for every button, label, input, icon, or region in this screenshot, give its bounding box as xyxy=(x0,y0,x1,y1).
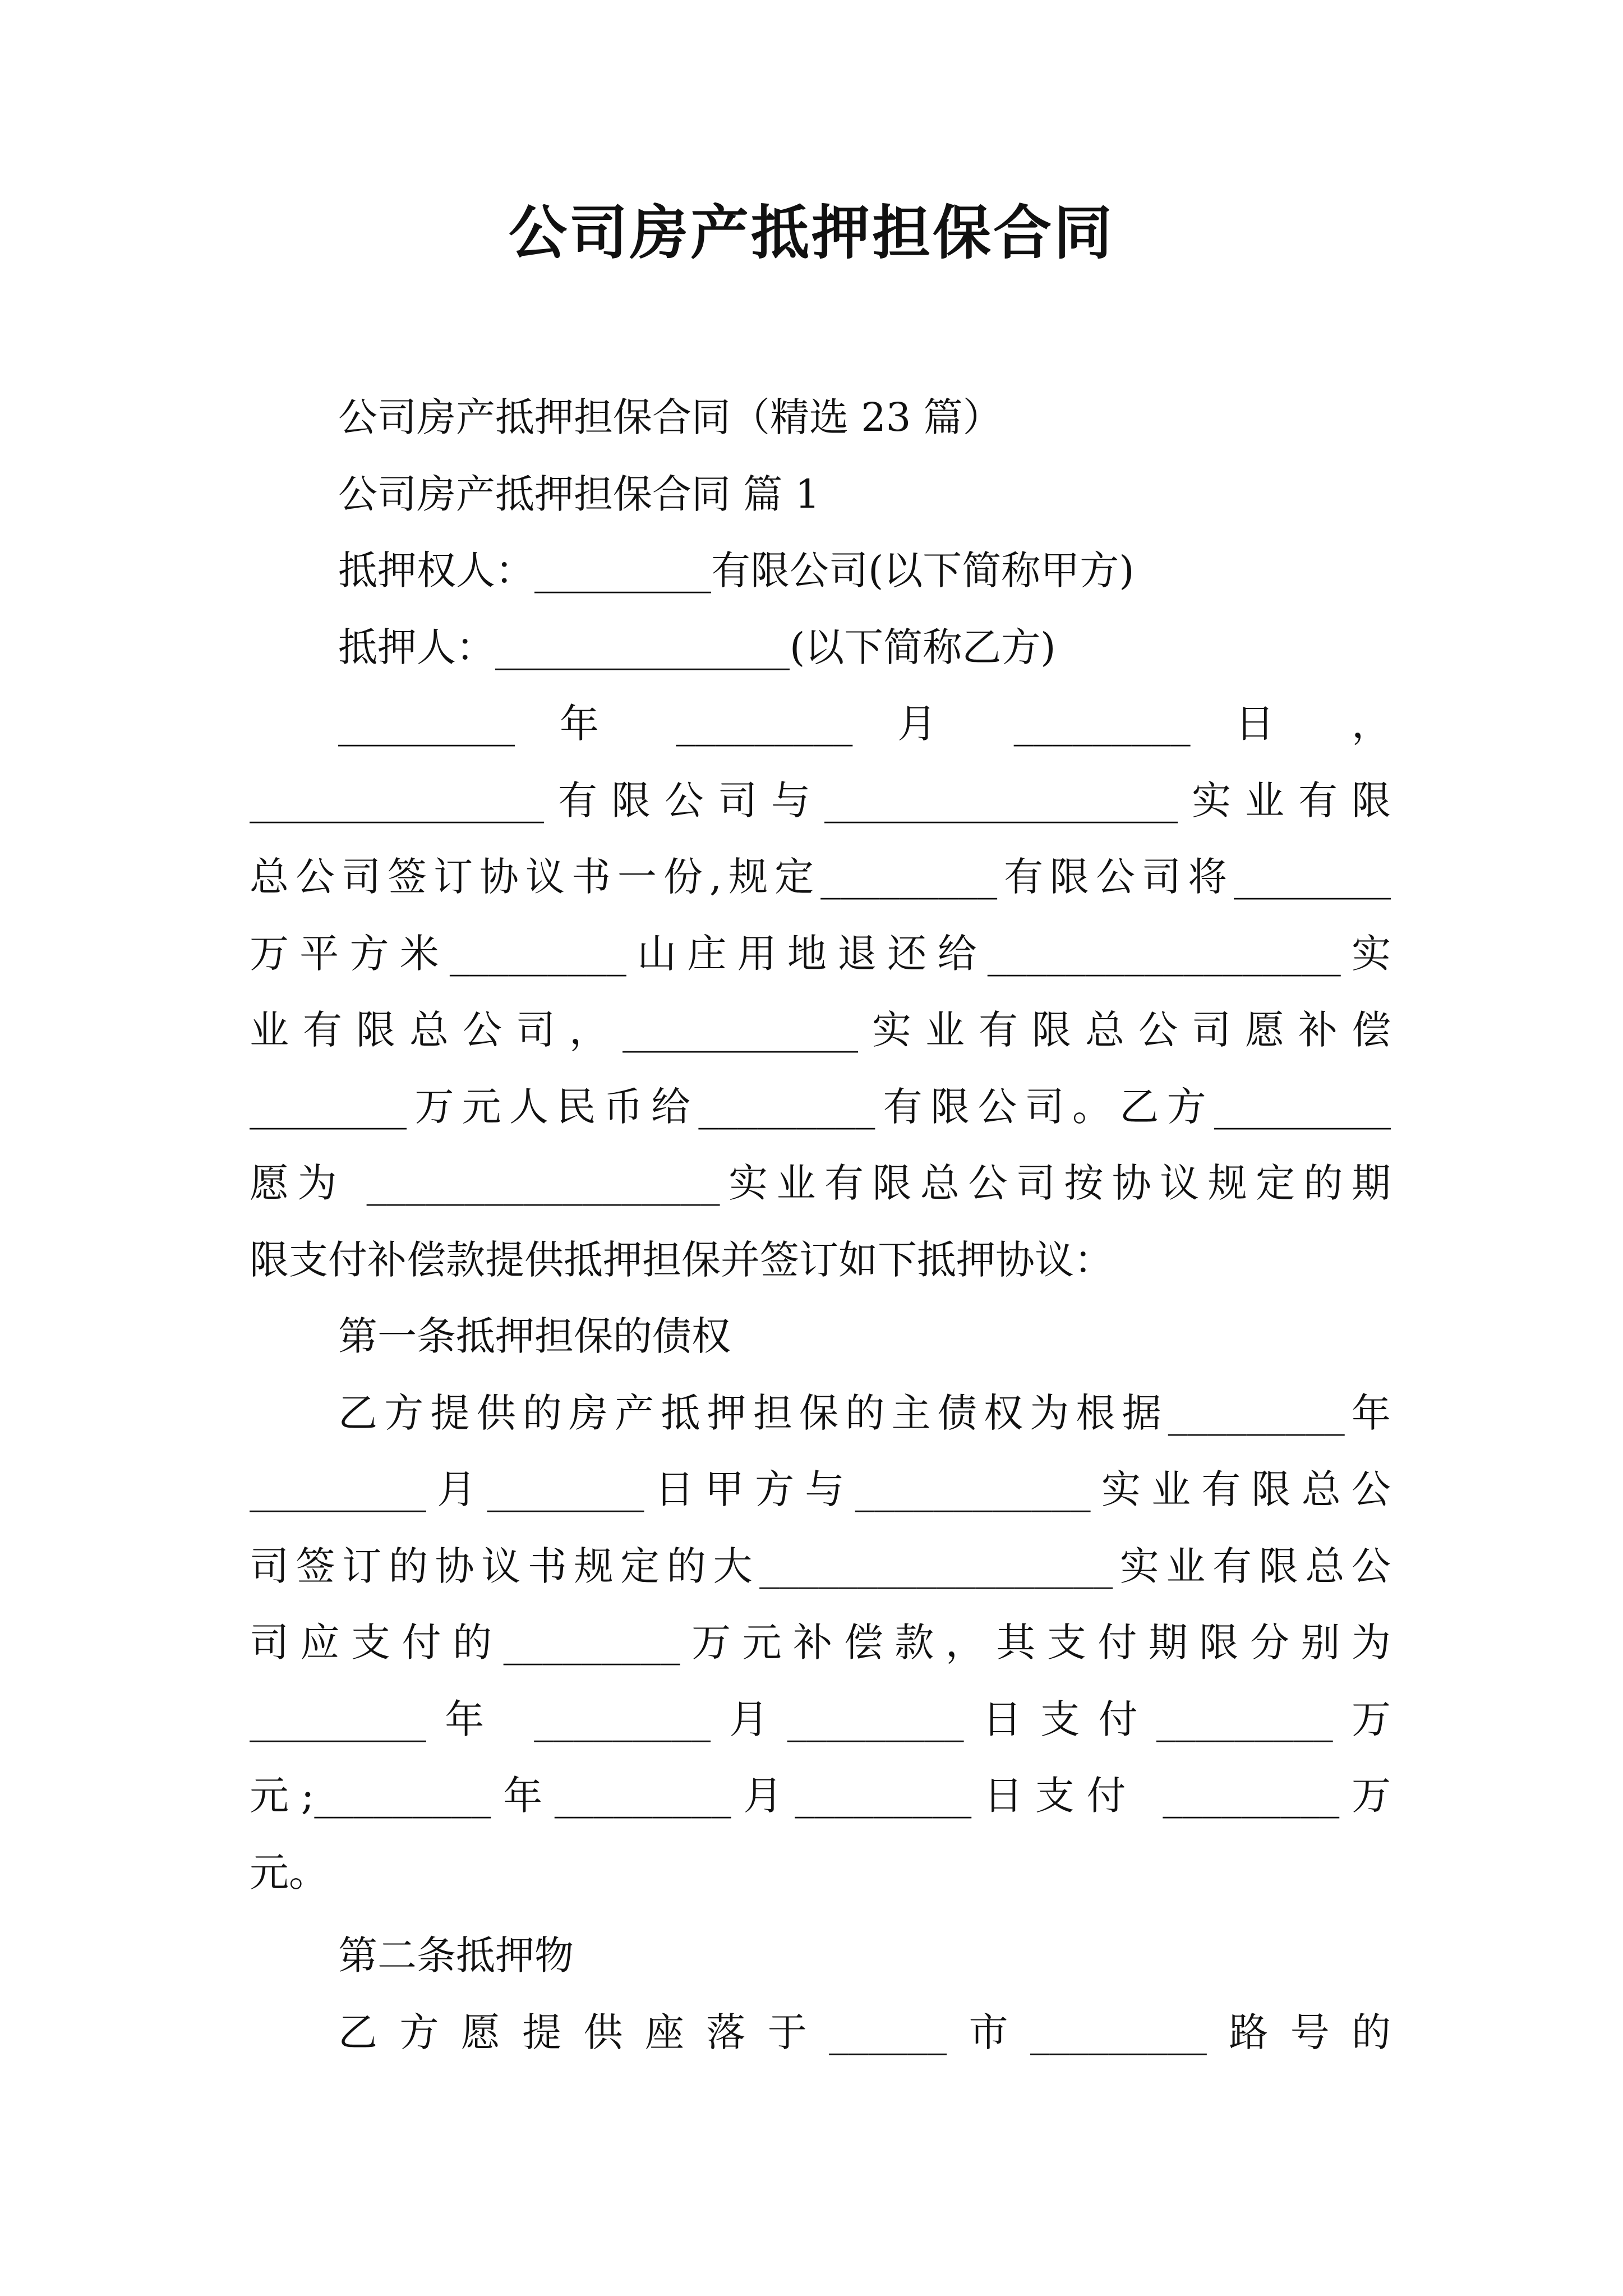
paragraph-line: _______________有限公司与__________________实业有限 xyxy=(250,777,1391,823)
document-title: 公司房产抵押担保合同 xyxy=(508,198,1114,267)
paragraph-line: 业有限总公司，____________实业有限总公司愿补偿 xyxy=(250,1007,1391,1053)
article-heading: 第一条抵押担保的债权 xyxy=(338,1313,731,1359)
section-heading: 公司房产抵押担保合同 篇 1 xyxy=(338,471,820,517)
mortgagee-line: 抵押权人：_________有限公司(以下简称甲方) xyxy=(338,547,1135,593)
paragraph-line: _________月________日甲方与____________实业有限总公 xyxy=(250,1466,1391,1512)
document-body xyxy=(250,379,1391,2070)
paragraph-line: ________万元人民币给_________有限公司。乙方_________ xyxy=(250,1083,1391,1130)
paragraph-line: 司签订的协议书规定的大__________________实业有限总公 xyxy=(250,1543,1391,1589)
paragraph-line: 限支付补偿款提供抵押担保并签订如下抵押协议： xyxy=(250,1236,1113,1283)
paragraph-line: 总公司签订协议书一份,规定_________有限公司将________ xyxy=(250,854,1391,900)
paragraph-line: _________年 _________月_________日支付_________万 xyxy=(250,1696,1391,1742)
paragraph-line: _________ 年 _________ 月 _________ 日 ， xyxy=(338,701,1391,747)
paragraph-line: 元;_________年_________月_________日支付 _________万 xyxy=(250,1773,1391,1819)
article-heading: 第二条抵押物 xyxy=(338,1932,574,1978)
paragraph-line: 乙方提供的房产抵押担保的主债权为根据_________年 xyxy=(338,1389,1391,1436)
paragraph-line: 愿为 __________________实业有限总公司按协议规定的期 xyxy=(250,1160,1391,1206)
paragraph-line: 司应支付的_________万元补偿款，其支付期限分别为 xyxy=(250,1619,1391,1665)
paragraph-line: 元。 xyxy=(250,1849,328,1895)
subtitle-line: 公司房产抵押担保合同（精选 23 篇） xyxy=(338,394,1002,440)
paragraph-line: 乙方愿提供座落于______市_________路号的 xyxy=(338,2009,1391,2055)
mortgagor-line: 抵押人：_______________(以下简称乙方) xyxy=(338,624,1056,670)
paragraph-line: 万平方米_________山庄用地退还给__________________实 xyxy=(250,930,1391,977)
